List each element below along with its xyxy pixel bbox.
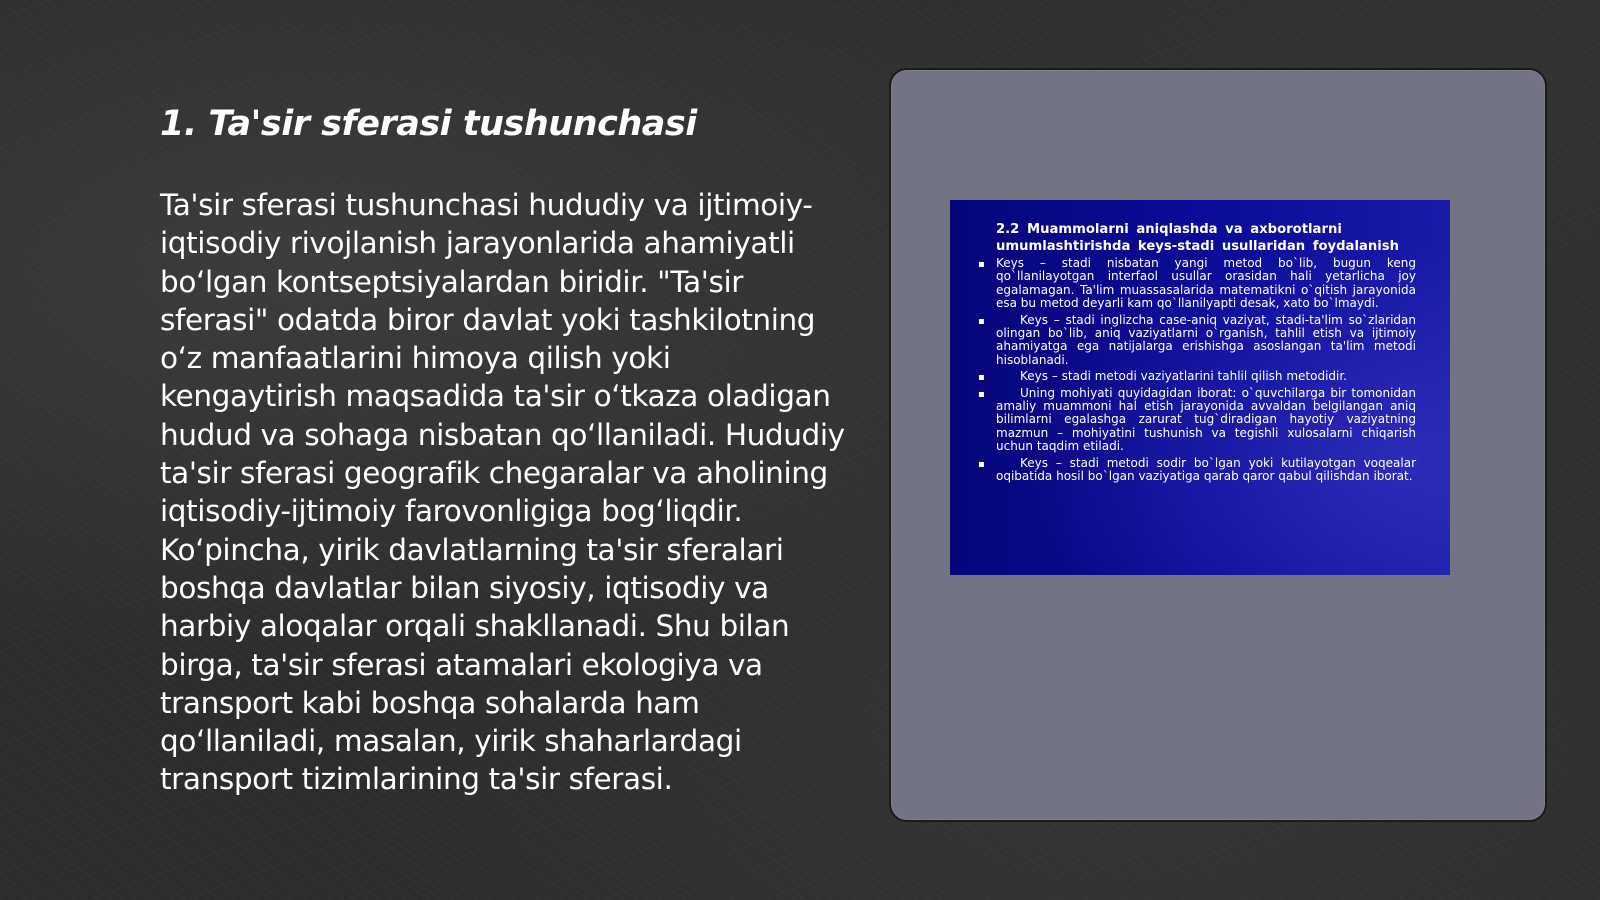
slide-title: 1. Ta'sir sferasi tushunchasi bbox=[160, 104, 697, 144]
embedded-list-item-text: Uning mohiyati quyidagidan iborat: o`quvchilarga bir tomonidan amaliy muammoni hal etish jarayonida avvaldan belgilangan aniq bilimlarni egalashga zarurat tug`diradigan hayotiy vaziyatning mazmun – mohiyatini tushunish va tegishli xulosalarni chiqarish uchun taqdim etiladi. bbox=[996, 385, 1416, 454]
embedded-slide-image bbox=[950, 200, 1450, 575]
embedded-slide-heading: 2.2 Muammolarni aniqlashda va axborotlarni umumlashtirishda keys-stadi usullaridan foydalanish bbox=[996, 222, 1400, 254]
embedded-list-item bbox=[978, 312, 1416, 368]
embedded-list-item-text: Keys – stadi inglizcha case-aniq vaziyat, stadi-ta'lim so`zlaridan olingan bo`lib, aniq vaziyatlarni o`rganish, tahlil etish va ijtimoiy ahamiyatga ega natijalarga erishishga asoslangan ta'lim metodi hisoblanadi. bbox=[996, 312, 1416, 367]
square-bullet-icon: ▪ bbox=[978, 315, 985, 327]
square-bullet-icon: ▪ bbox=[978, 259, 985, 270]
embedded-list-item bbox=[978, 385, 1416, 454]
square-bullet-icon: ▪ bbox=[978, 458, 985, 470]
embedded-list-item-text: Keys – stadi metodi vaziyatlarini tahlil qilish metodidir. bbox=[1020, 369, 1347, 384]
slide-body-text: Ta'sir sferasi tushunchasi hududiy va ijtimoiy-iqtisodiy rivojlanish jarayonlarida ahamiyatli bo‘lgan kontseptsiyalardan biridir. "Ta'sir sferasi" odatda biror davlat yoki tashkilotning o‘z manfaatlarini himoya qilish yoki kengaytirish maqsadida ta'sir o‘tkaza oladigan hudud va sohaga nisbatan qo‘llaniladi. Hududiy ta'sir sferasi geografik chegaralar va aholining iqtisodiy-ijtimoiy farovonligiga bog‘liqdir. Ko‘pincha, yirik davlatlarning ta'sir sferalari boshqa davlatlar bilan siyosiy, iqtisodiy va harbiy aloqalar orqali shakllanadi. Shu bilan birga, ta'sir sferasi atamalari ekologiya va transport kabi boshqa sohalarda ham qo‘llaniladi, masalan, yirik shaharlardagi transport tizimlarining ta'sir sferasi. bbox=[160, 188, 845, 797]
embedded-list-item bbox=[978, 256, 1416, 311]
embedded-list-item bbox=[978, 455, 1416, 484]
embedded-list-item-text: Keys – stadi nisbatan yangi metod bo`lib, bugun keng qo`llanilayotgan interfaol usullar orasidan hali yetarlicha joy egalamagan. Ta'lim muassasalarida matematikni o`qitish jarayonida esa bu metod deyarli kam qo`llanilyapti desak, xato bo`lmaydi. bbox=[996, 256, 1416, 311]
embedded-list-item-text: Keys – stadi metodi sodir bo`lgan yoki kutilayotgan voqealar oqibatida hosil bo`lgan vaziyatiga qarab qaror qabul qilishdan iborat. bbox=[996, 455, 1416, 484]
embedded-list-item bbox=[978, 369, 1416, 384]
embedded-slide-list bbox=[978, 256, 1416, 484]
square-bullet-icon: ▪ bbox=[978, 372, 985, 384]
square-bullet-icon: ▪ bbox=[978, 388, 985, 400]
